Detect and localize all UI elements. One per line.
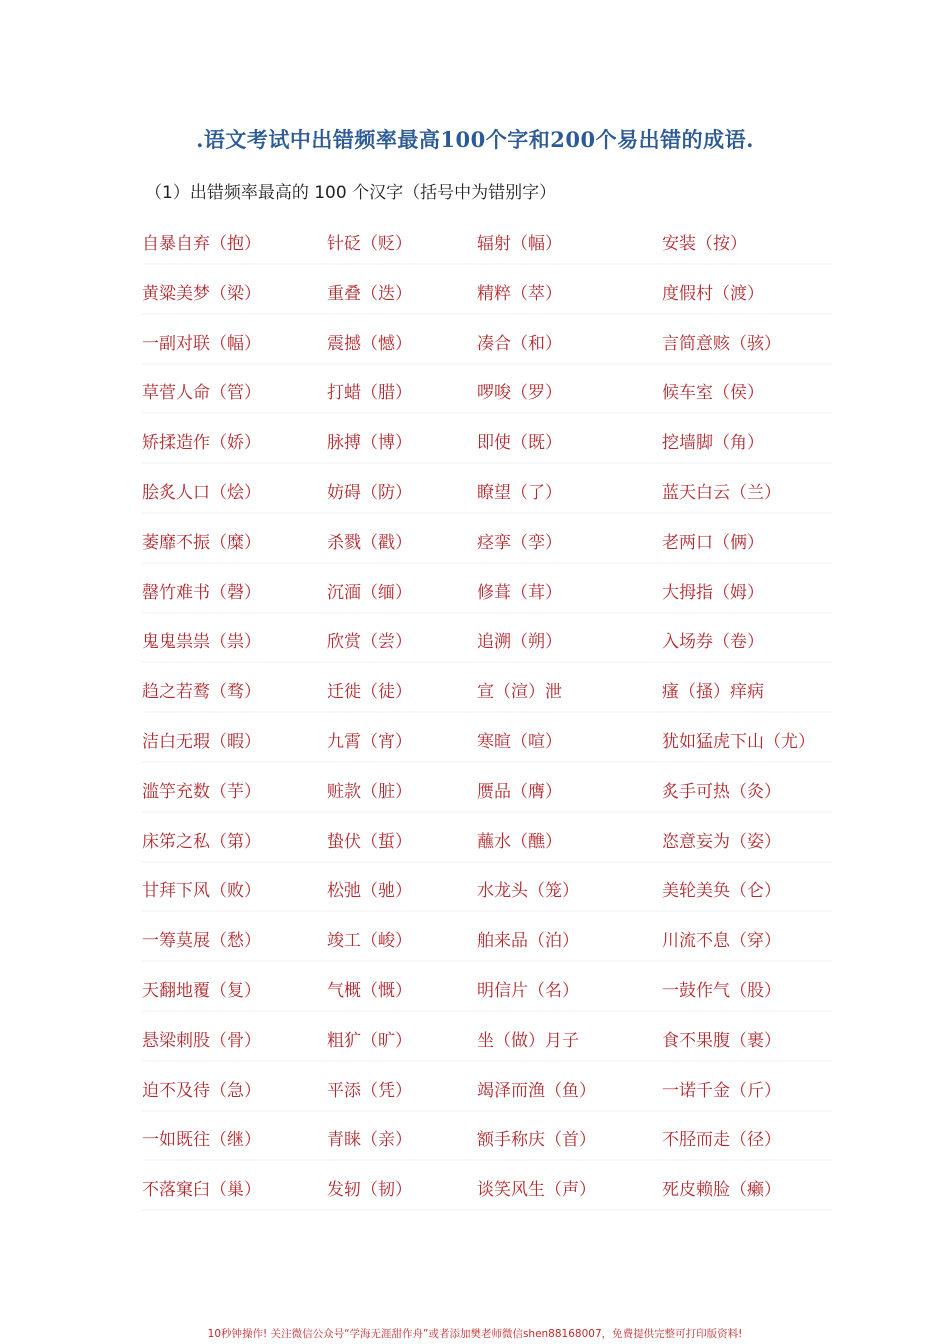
table-row [142, 614, 832, 664]
character-table [142, 216, 832, 1212]
word-entry: 悬梁刺股（骨） [142, 1030, 261, 1051]
word-entry: 瞭望（了） [477, 482, 562, 503]
word-entry: 妨碍（防） [327, 482, 412, 503]
word-entry: 言简意赅（骇） [662, 333, 781, 354]
table-row [142, 415, 832, 465]
word-entry: 震撼（憾） [327, 333, 412, 354]
word-entry: 辐射（幅） [477, 234, 562, 254]
word-entry: 洁白无瑕（暇） [142, 731, 261, 752]
word-entry: 九霄（宵） [327, 731, 412, 752]
word-entry: 甘拜下风（败） [142, 881, 261, 902]
word-entry: 不胫而走（径） [662, 1130, 781, 1151]
word-entry: 即使（既） [477, 433, 562, 454]
table-row [142, 913, 832, 963]
table-row [142, 266, 832, 316]
word-entry: 度假村（渡） [662, 283, 764, 304]
word-entry: 黄粱美梦（梁） [142, 283, 261, 304]
word-entry: 额手称庆（首） [477, 1130, 596, 1151]
word-entry: 候车室（侯） [662, 383, 764, 404]
word-entry: 一如既往（继） [142, 1130, 261, 1151]
word-entry: 竣工（峻） [327, 931, 412, 952]
page-title: .语文考试中出错频率最高100个字和200个易出错的成语. [196, 127, 754, 152]
word-entry: 赝品（膺） [477, 781, 562, 802]
table-row [142, 1013, 832, 1063]
table-row [142, 664, 832, 714]
word-entry: 宣（渲）泄 [477, 682, 562, 703]
word-entry: 舶来品（泊） [477, 931, 579, 952]
word-entry: 滥竽充数（芋） [142, 781, 261, 802]
word-entry: 欣赏（尝） [327, 632, 412, 653]
word-entry: 赃款（脏） [327, 781, 412, 802]
table-row [142, 1063, 832, 1113]
word-entry: 自暴自弃（抱） [142, 234, 261, 254]
table-row [142, 863, 832, 913]
word-entry: 不落窠臼（巢） [142, 1180, 261, 1201]
word-entry: 趋之若鹜（骛） [142, 682, 261, 703]
table-row [142, 714, 832, 764]
word-entry: 鬼鬼祟祟（祟） [142, 632, 261, 653]
word-entry: 恣意妄为（姿） [662, 831, 781, 852]
word-entry: 精粹（萃） [477, 283, 562, 304]
word-entry: 罄竹难书（磬） [142, 582, 261, 603]
word-entry: 蛰伏（蜇） [327, 831, 412, 852]
word-entry: 明信片（名） [477, 980, 579, 1001]
word-entry: 寒暄（喧） [477, 731, 562, 752]
word-entry: 一副对联（幅） [142, 333, 261, 354]
word-entry: 一鼓作气（股） [662, 980, 781, 1001]
table-row [142, 814, 832, 864]
word-entry: 沉湎（缅） [327, 582, 412, 603]
section-heading: （1）出错频率最高的 100 个汉字（括号中为错别字） [145, 183, 557, 203]
word-entry: 迫不及待（急） [142, 1080, 261, 1101]
word-entry: 坐（做）月子 [477, 1030, 579, 1051]
word-entry: 瘙（搔）痒病 [662, 682, 764, 703]
word-entry: 气概（慨） [327, 980, 412, 1001]
table-row [142, 1112, 832, 1162]
word-entry: 挖墙脚（角） [662, 433, 764, 454]
word-entry: 打蜡（腊） [327, 383, 412, 404]
word-entry: 追溯（朔） [477, 632, 562, 653]
word-entry: 一筹莫展（愁） [142, 931, 261, 952]
word-entry: 蘸水（醮） [477, 831, 562, 852]
word-entry: 脉搏（博） [327, 433, 412, 454]
word-entry: 大拇指（姆） [662, 582, 764, 603]
table-row [142, 316, 832, 366]
word-entry: 入场券（卷） [662, 632, 764, 653]
table-row [142, 565, 832, 615]
footer-note: 10秒钟操作! 关注微信公众号“学海无涯甜作舟”或者添加樊老师微信shen88168007，免费提供完整可打印版资料! [207, 1328, 743, 1340]
word-entry: 美轮美奂（仑） [662, 881, 781, 902]
word-entry: 修葺（茸） [477, 582, 562, 603]
word-entry: 食不果腹（裹） [662, 1030, 781, 1051]
word-entry: 老两口（俩） [662, 532, 764, 553]
word-entry: 萎靡不振（糜） [142, 532, 261, 553]
word-entry: 痉挛（孪） [477, 532, 562, 553]
word-entry: 炙手可热（灸） [662, 781, 781, 802]
word-entry: 川流不息（穿） [662, 931, 781, 952]
word-entry: 谈笑风生（声） [477, 1180, 596, 1201]
table-row [142, 764, 832, 814]
table-row [142, 515, 832, 565]
word-entry: 凑合（和） [477, 333, 562, 354]
word-entry: 水龙头（笼） [477, 881, 579, 902]
word-entry: 安装（按） [662, 234, 747, 254]
word-entry: 针砭（贬） [327, 234, 412, 254]
word-entry: 迁徙（徒） [327, 682, 412, 703]
word-entry: 平添（凭） [327, 1080, 412, 1101]
word-entry: 草菅人命（管） [142, 383, 261, 404]
word-entry: 青睐（亲） [327, 1130, 412, 1151]
word-entry: 发轫（韧） [327, 1180, 412, 1201]
word-entry: 杀戮（戳） [327, 532, 412, 553]
word-entry: 床笫之私（第） [142, 831, 261, 852]
table-row [142, 1162, 832, 1212]
word-entry: 死皮赖脸（癞） [662, 1180, 781, 1201]
table-row [142, 365, 832, 415]
word-entry: 一诺千金（斤） [662, 1080, 781, 1101]
word-entry: 重叠（迭） [327, 283, 412, 304]
word-entry: 矫揉造作（娇） [142, 433, 261, 454]
table-row [142, 465, 832, 515]
word-entry: 松弛（驰） [327, 881, 412, 902]
word-entry: 天翻地覆（复） [142, 980, 261, 1001]
table-row [142, 216, 832, 266]
word-entry: 竭泽而渔（鱼） [477, 1080, 596, 1101]
table-row [142, 963, 832, 1013]
word-entry: 蓝天白云（兰） [662, 482, 781, 503]
word-entry: 脍炙人口（烩） [142, 482, 261, 503]
word-entry: 粗犷（旷） [327, 1030, 412, 1051]
word-entry: 啰唆（罗） [477, 383, 562, 404]
word-entry: 犹如猛虎下山（尤） [662, 731, 815, 752]
